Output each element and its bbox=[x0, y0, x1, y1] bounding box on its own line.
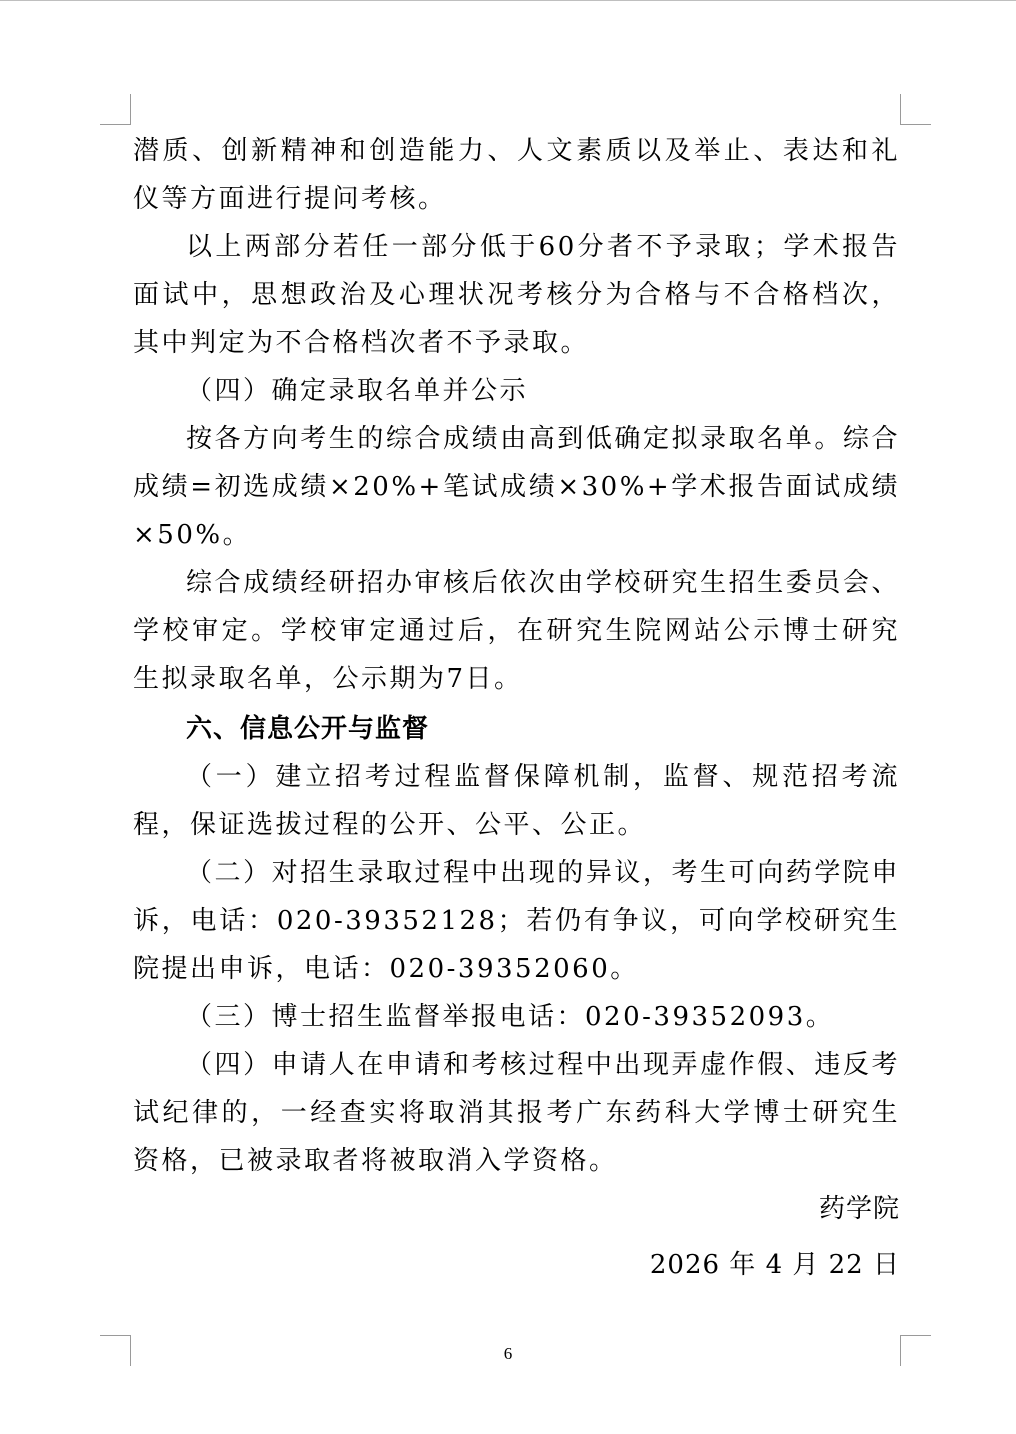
paragraph-assessment-continued: 潜质、创新精神和创造能力、人文素质以及举止、表达和礼仪等方面进行提问考核。 bbox=[133, 136, 900, 214]
subheading-admission-list: （四）确定录取名单并公示 bbox=[186, 376, 529, 406]
paragraph-report-hotline: （三）博士招生监督举报电话：020-39352093。 bbox=[186, 1002, 835, 1032]
crop-mark-top-right bbox=[900, 94, 931, 125]
page-number: 6 bbox=[503, 1344, 513, 1363]
page-top-border bbox=[0, 0, 1016, 1]
paragraph-composite-score: 按各方向考生的综合成绩由高到低确定拟录取名单。综合成绩=初选成绩×20%+笔试成绩×30%+学术报告面试成绩×50%。 bbox=[133, 424, 900, 550]
signature-date: 2026 年 4 月 22 日 bbox=[649, 1250, 900, 1280]
paragraph-rejection-rule: 以上两部分若任一部分低于60分者不予录取；学术报告面试中，思想政治及心理状况考核分为合格与不合格档次，其中判定为不合格档次者不予录取。 bbox=[133, 232, 900, 358]
section-heading-disclosure: 六、信息公开与监督 bbox=[186, 714, 430, 744]
crop-mark-top-left bbox=[100, 94, 131, 125]
document-body bbox=[133, 127, 900, 1289]
paragraph-supervision-mechanism: （一）建立招考过程监督保障机制，监督、规范招考流程，保证选拔过程的公开、公平、公正。 bbox=[133, 762, 900, 840]
paragraph-misconduct: （四）申请人在申请和考核过程中出现弄虚作假、违反考试纪律的，一经查实将取消其报考广东药科大学博士研究生资格，已被录取者将被取消入学资格。 bbox=[133, 1050, 900, 1176]
paragraph-appeal-contacts: （二）对招生录取过程中出现的异议，考生可向药学院申诉，电话：020-39352128；若仍有争议，可向学校研究生院提出申诉，电话：020-39352060。 bbox=[133, 858, 900, 984]
signature-org: 药学院 bbox=[818, 1194, 900, 1224]
paragraph-review-publicity: 综合成绩经研招办审核后依次由学校研究生招生委员会、学校审定。学校审定通过后，在研究生院网站公示博士研究生拟录取名单，公示期为7日。 bbox=[133, 568, 900, 694]
